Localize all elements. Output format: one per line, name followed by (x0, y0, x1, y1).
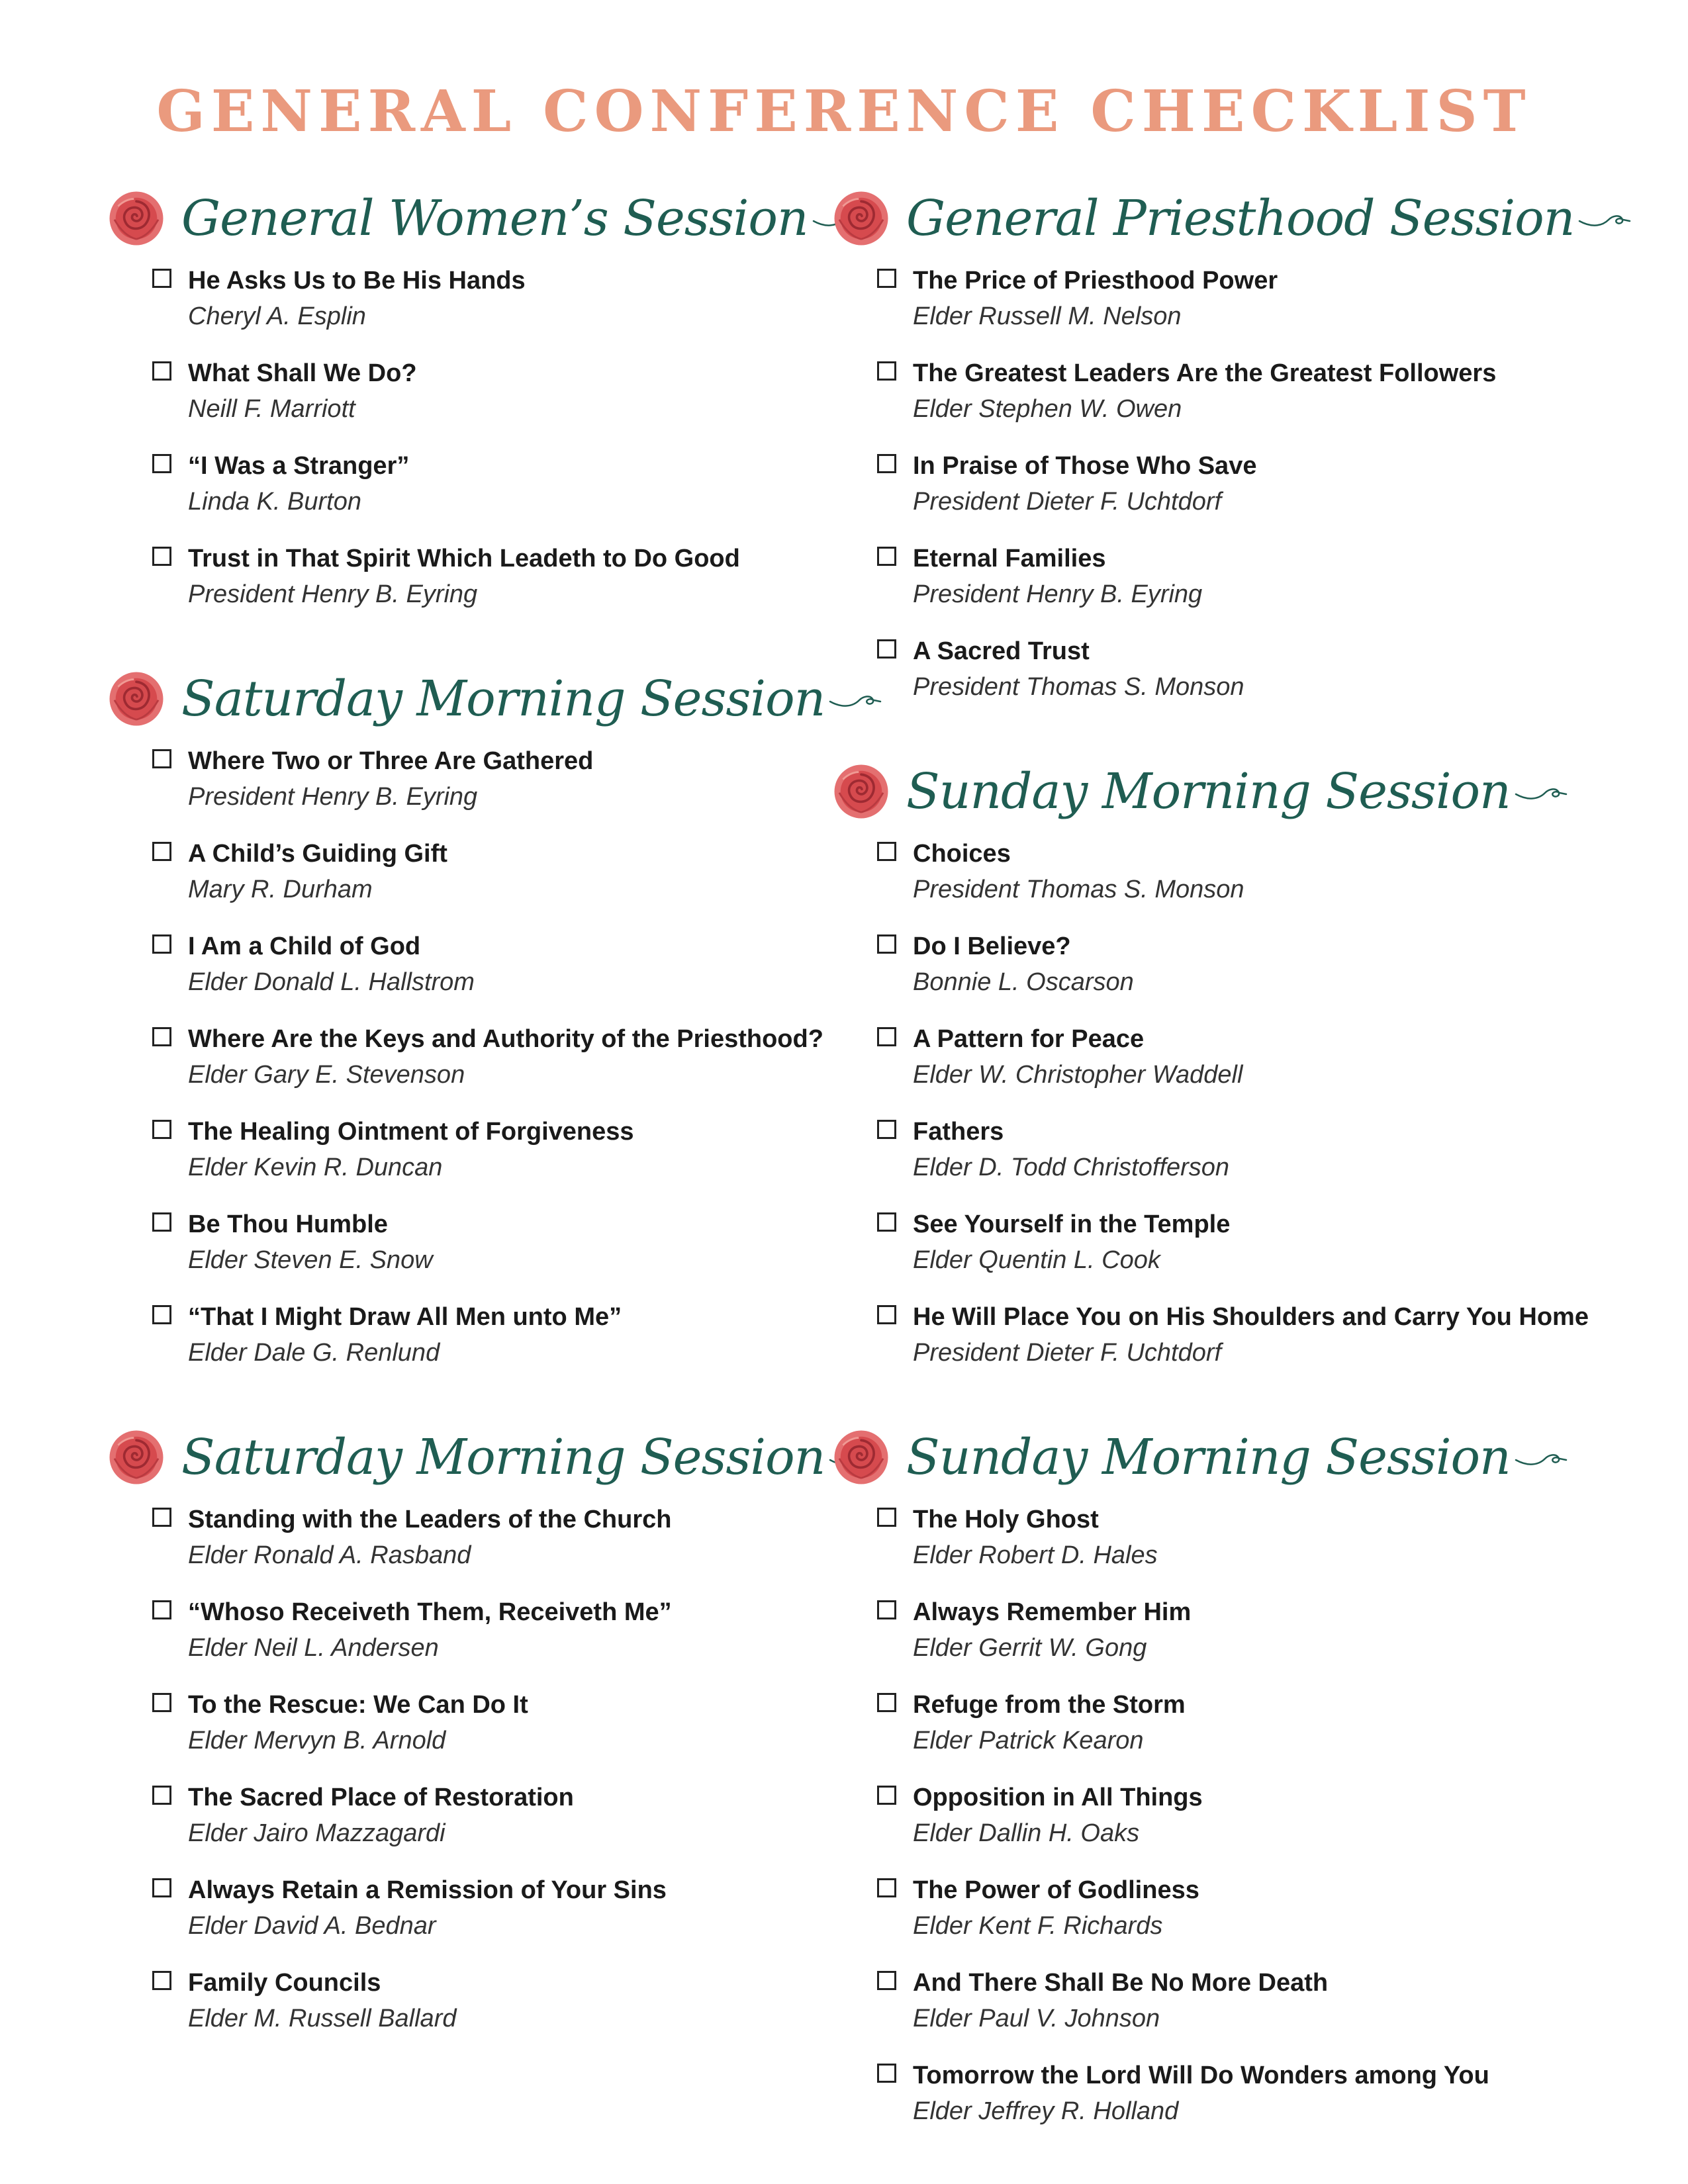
checkbox-icon[interactable] (877, 454, 896, 473)
talk-title: Trust in That Spirit Which Leadeth to Do Good (188, 545, 740, 572)
talk-title: The Healing Ointment of Forgiveness (188, 1118, 634, 1146)
talk-title: In Praise of Those Who Save (913, 452, 1257, 480)
checkbox-icon[interactable] (877, 1971, 896, 1990)
session-header (831, 1421, 1625, 1494)
checkbox-icon[interactable] (877, 639, 896, 659)
checkbox-icon[interactable] (877, 361, 896, 381)
talk-speaker: Mary R. Durham (188, 876, 373, 903)
checkbox-icon[interactable] (877, 1693, 896, 1712)
talk-speaker: Elder Quentin L. Cook (913, 1246, 1160, 1274)
talk-speaker: Elder Robert D. Hales (913, 1541, 1158, 1569)
session-title: Saturday Morning Session (181, 1429, 825, 1486)
talk-title: Tomorrow the Lord Will Do Wonders among You (913, 2062, 1489, 2089)
checkbox-icon[interactable] (152, 749, 171, 768)
talk-title: Where Are the Keys and Authority of the Priesthood? (188, 1025, 823, 1053)
checkbox-icon[interactable] (152, 547, 171, 566)
talk-speaker: Elder W. Christopher Waddell (913, 1061, 1243, 1089)
talk-text (913, 836, 1244, 907)
talk-text (188, 1965, 456, 2036)
talk-item (152, 448, 808, 541)
talk-speaker: Elder Jeffrey R. Holland (913, 2097, 1179, 2125)
rose-icon (106, 1427, 167, 1488)
talk-title: Opposition in All Things (913, 1784, 1203, 1811)
talk-speaker: Elder D. Todd Christofferson (913, 1154, 1230, 1181)
talk-item (877, 1594, 1625, 1687)
checkbox-icon[interactable] (877, 1120, 896, 1139)
checkbox-icon[interactable] (877, 1305, 896, 1324)
talk-text (913, 448, 1256, 520)
session-title: Saturday Morning Session (181, 670, 825, 727)
talk-item (152, 1299, 808, 1392)
checkbox-icon[interactable] (877, 2064, 896, 2083)
talk-text (913, 355, 1496, 427)
talk-speaker: Elder Mervyn B. Arnold (188, 1727, 446, 1754)
talk-speaker: Elder Dallin H. Oaks (913, 1819, 1140, 1847)
talk-list (831, 1502, 1625, 2150)
checkbox-icon[interactable] (152, 1120, 171, 1139)
session-header (831, 755, 1625, 828)
talk-text (188, 541, 740, 612)
session-section (106, 1421, 825, 2058)
talk-speaker: President Dieter F. Uchtdorf (913, 1339, 1222, 1367)
talk-title: Standing with the Leaders of the Church (188, 1506, 672, 1533)
checkbox-icon[interactable] (152, 1305, 171, 1324)
talk-list (831, 263, 1625, 726)
talk-speaker: Elder Dale G. Renlund (188, 1339, 440, 1367)
talk-title: To the Rescue: We Can Do It (188, 1691, 528, 1719)
talk-text (188, 263, 526, 334)
talk-title: He Asks Us to Be His Hands (188, 267, 526, 295)
talk-speaker: President Henry B. Eyring (188, 783, 478, 811)
talk-title: “Whoso Receiveth Them, Receiveth Me” (188, 1598, 672, 1626)
talk-text (913, 1502, 1158, 1573)
talk-speaker: Elder Russell M. Nelson (913, 302, 1182, 330)
talk-item (152, 1594, 808, 1687)
talk-item (877, 1114, 1625, 1206)
talk-item (152, 1687, 808, 1780)
talk-text (188, 1206, 433, 1278)
session-header (106, 182, 808, 255)
session-title: General Women’s Session (181, 190, 808, 247)
checkbox-icon[interactable] (152, 842, 171, 861)
talk-speaker: Neill F. Marriott (188, 395, 355, 423)
checkbox-icon[interactable] (152, 1971, 171, 1990)
talk-speaker: Elder Jairo Mazzagardi (188, 1819, 445, 1847)
session-title: Sunday Morning Session (906, 763, 1511, 820)
session-section (831, 1421, 1625, 2150)
talk-item (152, 541, 808, 633)
checkbox-icon[interactable] (877, 1600, 896, 1619)
talk-speaker: Elder Paul V. Johnson (913, 2005, 1160, 2032)
talk-text (188, 929, 475, 1000)
talk-speaker: Elder David A. Bednar (188, 1912, 436, 1940)
talk-item (877, 541, 1625, 633)
session-title: General Priesthood Session (906, 190, 1575, 247)
talk-speaker: President Thomas S. Monson (913, 673, 1244, 701)
talk-text (913, 1594, 1191, 1666)
talk-list (106, 263, 808, 633)
talk-item (877, 633, 1625, 726)
talk-item (877, 1780, 1625, 1872)
checkbox-icon[interactable] (877, 547, 896, 566)
talk-item (152, 1021, 823, 1114)
checkbox-icon[interactable] (152, 1878, 171, 1897)
talk-item (877, 1299, 1625, 1392)
session-header (106, 662, 825, 735)
talk-title: Be Thou Humble (188, 1210, 388, 1238)
checkbox-icon[interactable] (152, 1693, 171, 1712)
checkbox-icon[interactable] (877, 1786, 896, 1805)
talk-title: Do I Believe? (913, 933, 1071, 960)
checkbox-icon[interactable] (877, 1878, 896, 1897)
talk-item (877, 1687, 1625, 1780)
talk-list (106, 743, 823, 1392)
talk-text (913, 2058, 1489, 2129)
talk-item (152, 1206, 808, 1299)
talk-title: Where Two or Three Are Gathered (188, 747, 594, 775)
talk-text (913, 1687, 1186, 1758)
talk-text (188, 1780, 574, 1851)
talk-item (152, 355, 808, 448)
session-section (831, 755, 1625, 1392)
talk-text (188, 836, 447, 907)
talk-text (188, 1872, 667, 1944)
talk-title: A Sacred Trust (913, 637, 1090, 665)
talk-speaker: President Henry B. Eyring (913, 580, 1203, 608)
session-header (831, 182, 1625, 255)
talk-item (877, 1021, 1625, 1114)
checkbox-icon[interactable] (877, 1212, 896, 1232)
talk-text (188, 1594, 672, 1666)
checkbox-icon[interactable] (877, 1027, 896, 1046)
talk-speaker: Elder Kevin R. Duncan (188, 1154, 443, 1181)
talk-speaker: Elder Neil L. Andersen (188, 1634, 439, 1662)
talk-title: I Am a Child of God (188, 933, 421, 960)
talk-title: And There Shall Be No More Death (913, 1969, 1329, 1997)
talk-speaker: Elder Ronald A. Rasband (188, 1541, 471, 1569)
flourish-icon (1578, 205, 1631, 232)
talk-text (913, 1872, 1199, 1944)
talk-speaker: Elder Patrick Kearon (913, 1727, 1144, 1754)
checkbox-icon[interactable] (152, 1508, 171, 1527)
talk-speaker: Elder Gerrit W. Gong (913, 1634, 1147, 1662)
talk-text (913, 1780, 1203, 1851)
talk-speaker: President Thomas S. Monson (913, 876, 1244, 903)
talk-item (877, 355, 1625, 448)
talk-text (188, 1114, 634, 1185)
talk-speaker: Bonnie L. Oscarson (913, 968, 1134, 996)
talk-text (913, 1206, 1230, 1278)
talk-title: Always Remember Him (913, 1598, 1192, 1626)
talk-title: The Power of Godliness (913, 1876, 1199, 1904)
talk-text (913, 1114, 1229, 1185)
talk-text (188, 743, 593, 815)
talk-item (152, 1872, 808, 1965)
talk-speaker: Elder M. Russell Ballard (188, 2005, 457, 2032)
talk-title: He Will Place You on His Shoulders and Carry You Home (913, 1303, 1589, 1331)
left-column (106, 182, 825, 2087)
talk-item (152, 836, 808, 929)
talk-item (877, 448, 1625, 541)
rose-icon (831, 188, 892, 249)
page-title: GENERAL CONFERENCE CHECKLIST (156, 78, 1532, 145)
talk-item (877, 1206, 1625, 1299)
talk-text (913, 633, 1244, 705)
talk-text (188, 1502, 671, 1573)
checkbox-icon[interactable] (152, 1600, 171, 1619)
talk-item (877, 1502, 1625, 1594)
talk-item (152, 743, 808, 836)
session-section (106, 662, 825, 1392)
talk-item (877, 836, 1625, 929)
rose-icon (106, 668, 167, 729)
session-section (106, 182, 808, 633)
talk-text (188, 1021, 823, 1093)
talk-title: Family Councils (188, 1969, 381, 1997)
talk-item (877, 1872, 1625, 1965)
talk-title: The Price of Priesthood Power (913, 267, 1278, 295)
session-header (106, 1421, 825, 1494)
talk-title: Choices (913, 840, 1011, 868)
talk-text (913, 1299, 1589, 1371)
checkbox-icon[interactable] (877, 269, 896, 288)
rose-icon (831, 761, 892, 822)
talk-text (913, 1021, 1243, 1093)
talk-text (188, 448, 409, 520)
right-column (831, 182, 1625, 2179)
talk-item (877, 263, 1625, 355)
flourish-icon (1515, 778, 1568, 805)
talk-speaker: Elder Stephen W. Owen (913, 395, 1182, 423)
talk-item (152, 1502, 808, 1594)
talk-title: Eternal Families (913, 545, 1106, 572)
talk-speaker: Elder Gary E. Stevenson (188, 1061, 465, 1089)
checkbox-icon[interactable] (152, 1786, 171, 1805)
talk-title: The Greatest Leaders Are the Greatest Followers (913, 359, 1497, 387)
checkbox-icon[interactable] (152, 1212, 171, 1232)
talk-text (188, 355, 417, 427)
talk-item (152, 929, 808, 1021)
checkbox-icon[interactable] (152, 934, 171, 954)
talk-text (913, 1965, 1328, 2036)
talk-item (152, 1114, 808, 1206)
talk-speaker: Cheryl A. Esplin (188, 302, 366, 330)
talk-speaker: Linda K. Burton (188, 488, 361, 516)
checkbox-icon[interactable] (877, 934, 896, 954)
talk-title: “I Was a Stranger” (188, 452, 410, 480)
talk-text (188, 1299, 622, 1371)
checkbox-icon[interactable] (877, 1508, 896, 1527)
talk-item (877, 2058, 1625, 2150)
checkbox-icon[interactable] (877, 842, 896, 861)
talk-title: A Pattern for Peace (913, 1025, 1145, 1053)
talk-title: See Yourself in the Temple (913, 1210, 1231, 1238)
talk-text (188, 1687, 528, 1758)
talk-item (152, 1780, 808, 1872)
talk-speaker: President Henry B. Eyring (188, 580, 478, 608)
talk-title: A Child’s Guiding Gift (188, 840, 447, 868)
rose-icon (106, 188, 167, 249)
talk-text (913, 541, 1202, 612)
talk-title: The Sacred Place of Restoration (188, 1784, 574, 1811)
talk-text (913, 263, 1278, 334)
talk-item (877, 929, 1625, 1021)
talk-speaker: Elder Donald L. Hallstrom (188, 968, 475, 996)
talk-item (877, 1965, 1625, 2058)
talk-title: “That I Might Draw All Men unto Me” (188, 1303, 622, 1331)
talk-title: What Shall We Do? (188, 359, 417, 387)
checkbox-icon[interactable] (152, 1027, 171, 1046)
rose-icon (831, 1427, 892, 1488)
talk-title: The Holy Ghost (913, 1506, 1099, 1533)
checkbox-icon[interactable] (152, 454, 171, 473)
flourish-icon (1515, 1444, 1568, 1471)
talk-speaker: Elder Steven E. Snow (188, 1246, 433, 1274)
talk-speaker: President Dieter F. Uchtdorf (913, 488, 1222, 516)
checkbox-icon[interactable] (152, 269, 171, 288)
talk-item (152, 263, 808, 355)
talk-title: Fathers (913, 1118, 1004, 1146)
talk-text (913, 929, 1134, 1000)
talk-title: Always Retain a Remission of Your Sins (188, 1876, 667, 1904)
session-title: Sunday Morning Session (906, 1429, 1511, 1486)
talk-title: Refuge from the Storm (913, 1691, 1186, 1719)
talk-speaker: Elder Kent F. Richards (913, 1912, 1163, 1940)
talk-list (106, 1502, 808, 2058)
checkbox-icon[interactable] (152, 361, 171, 381)
talk-list (831, 836, 1625, 1392)
talk-item (152, 1965, 808, 2058)
session-section (831, 182, 1625, 726)
